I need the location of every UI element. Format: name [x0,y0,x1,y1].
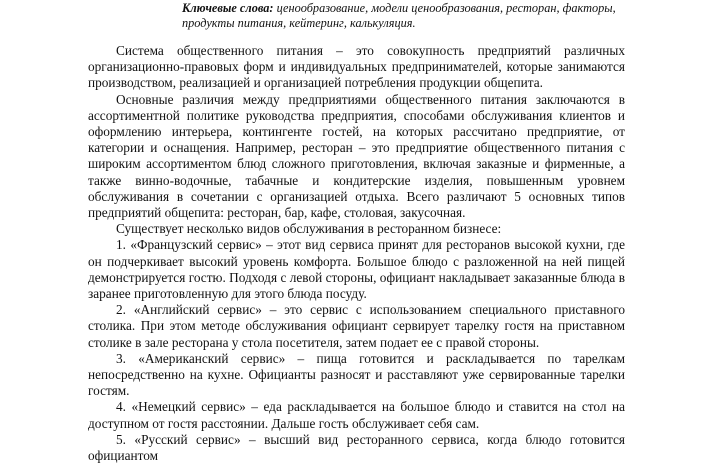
paragraph-differences: Основные различия между предприятиями общественного питания заключаются в ассортиментной политике руководства предприятия, способами обслуживания клиентов и оформлению интерьера, контингенте гостей, на которых рассчитано предприятие, от категории и оснащения. Например, ресторан – это предприятие общественного питания с широким ассортиментом блюд сложного приготовления, включая заказные и фирменные, а также винно-водочные, табачные и кондитерские изделия, повышенным уровнем обслуживания в сочетании с организацией отдыха. Всего различают 5 основных типов предприятий общепита: ресторан, бар, кафе, столовая, закусочная. [88,91,625,221]
paragraph-definition: Система общественного питания – это совокупность предприятий различных организационно-правовых форм и индивидуальных предпринимателей, которые занимаются производством, реализацией и организацией потребления продукции общепита. [88,43,625,91]
paragraph-service-types-intro: Существует несколько видов обслуживания в ресторанном бизнесе: [116,221,502,237]
list-item-american-service: 3. «Американский сервис» – пища готовится и раскладывается по тарелкам непосредственно на кухне. Официанты разносят и расставляют уже сервированные тарелки гостям. [88,350,625,399]
keywords-label: Ключевые слова: [182,1,274,15]
list-item-german-service: 4. «Немецкий сервис» – еда раскладывается на большое блюдо и ставится на стол на доступном от гостя расстоянии. Дальше гость обслуживает себя сам. [88,399,625,431]
list-item-english-service: 2. «Английский сервис» – это сервис с использованием специального приставного столика. При этом методе обслуживания официант сервирует тарелку гостя на приставном столике в зале ресторана у стола посетителя, затем подает ее с правой стороны. [88,302,625,350]
keywords-text: ценообразование, модели ценообразования, ресторан, факторы, продукты питания, кейтеринг, калькуляция. [182,1,616,30]
keywords-line [182,1,622,30]
list-item-french-service: 1. «Французский сервис» – этот вид сервиса принят для ресторанов высокой кухни, где он подчеркивает высокий уровень комфорта. Большое блюдо с разложенной на ней пищей демонстрируется гостю. Подходя с левой стороны, официант накладывает заказанные блюда в заранее приготовленную для этого блюда посуду. [88,237,625,302]
list-item-russian-service: 5. «Русский сервис» – высший вид ресторанного сервиса, когда блюдо готовится официантом [88,431,625,464]
article-body [88,43,625,464]
